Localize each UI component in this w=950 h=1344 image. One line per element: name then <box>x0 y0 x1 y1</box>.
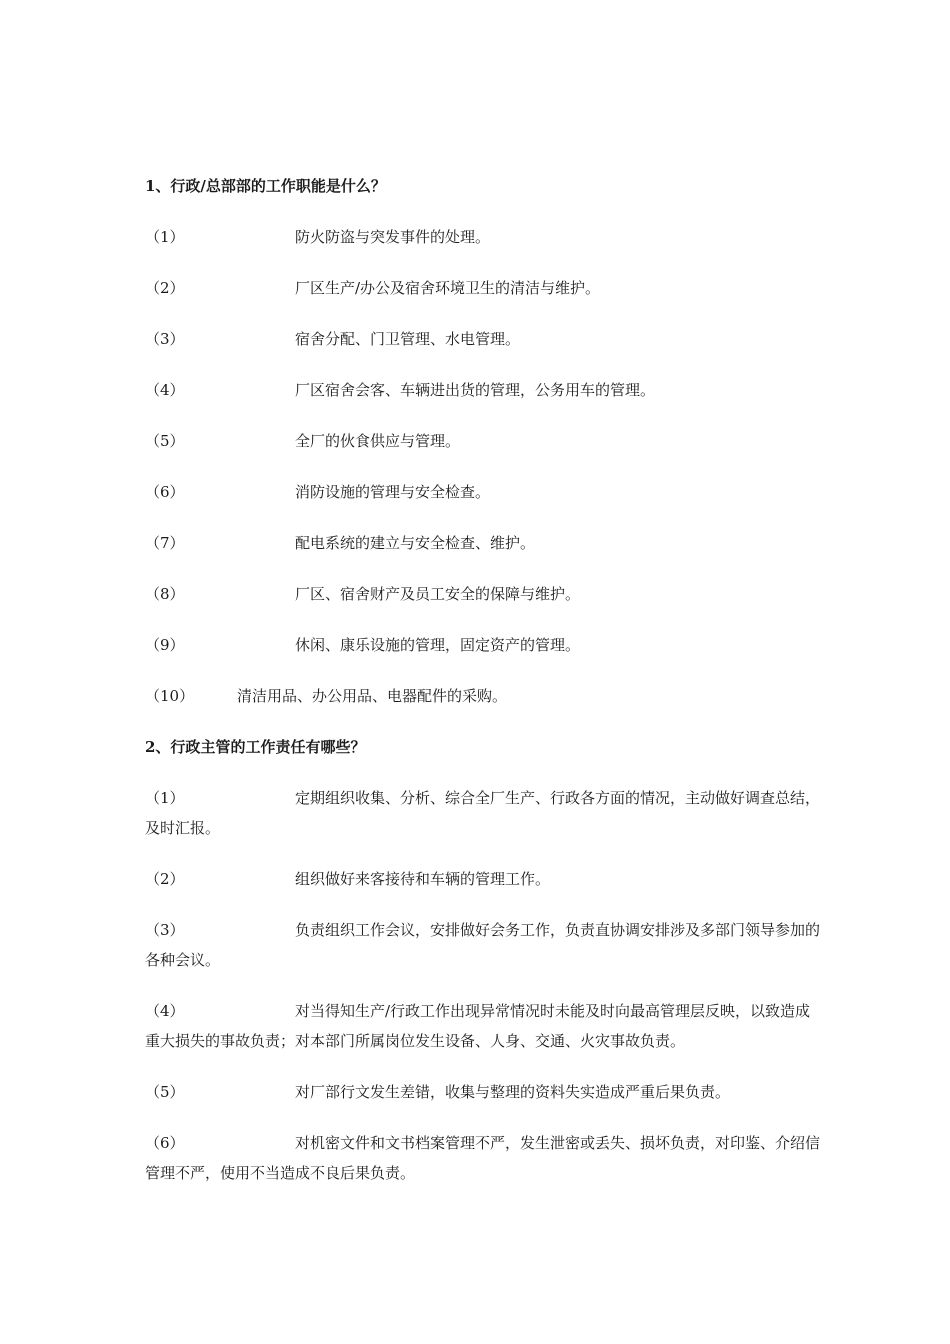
item-text: 防火防盗与突发事件的处理。 <box>295 228 491 246</box>
item-number: （1） <box>145 789 185 807</box>
document-body <box>145 171 825 1209</box>
item-text: 组织做好来客接待和车辆的管理工作。 <box>295 870 551 888</box>
item-text: 清洁用品、办公用品、电器配件的采购。 <box>237 687 508 705</box>
list-item <box>145 783 825 843</box>
item-number: （4） <box>145 381 185 399</box>
item-number: （3） <box>145 921 185 939</box>
list-item <box>145 273 825 303</box>
item-text: 对厂部行文发生差错，收集与整理的资料失实造成严重后果负责。 <box>295 1083 731 1101</box>
list-item <box>145 477 825 507</box>
item-text: 厂区生产/办公及宿舍环境卫生的清洁与维护。 <box>295 279 601 297</box>
list-item <box>145 996 825 1056</box>
list-item <box>145 1077 825 1107</box>
item-number: （3） <box>145 330 185 348</box>
item-number: （9） <box>145 636 185 654</box>
item-text: 配电系统的建立与安全检查、维护。 <box>295 534 536 552</box>
item-number: （2） <box>145 279 185 297</box>
list-item <box>145 579 825 609</box>
item-number: （8） <box>145 585 185 603</box>
item-number: （6） <box>145 483 185 501</box>
item-number: （4） <box>145 1002 185 1020</box>
item-text: 对当得知生产/行政工作出现异常情况时未能及时向最高管理层反映，以致造成重大损失的事故负责；对本部门所属岗位发生设备、人身、交通、火灾事故负责。 <box>145 1002 811 1050</box>
item-number: （10） <box>145 687 195 705</box>
item-number: （5） <box>145 1083 185 1101</box>
item-text: 宿舍分配、门卫管理、水电管理。 <box>295 330 521 348</box>
section-work-functions <box>145 171 825 711</box>
item-text: 休闲、康乐设施的管理，固定资产的管理。 <box>295 636 581 654</box>
section-supervisor-responsibilities <box>145 732 825 1188</box>
item-number: （7） <box>145 534 185 552</box>
list-item <box>145 324 825 354</box>
item-text: 对机密文件和文书档案管理不严，发生泄密或丢失、损坏负责，对印鉴、介绍信管理不严，使用不当造成不良后果负责。 <box>145 1134 821 1182</box>
list-item <box>145 1128 825 1188</box>
list-item <box>145 222 825 252</box>
item-number: （6） <box>145 1134 185 1152</box>
list-item <box>145 375 825 405</box>
item-text: 负责组织工作会议，安排做好会务工作，负责直协调安排涉及多部门领导参加的各种会议。 <box>145 921 821 969</box>
section-heading: 2、行政主管的工作责任有哪些？ <box>145 738 366 756</box>
item-number: （1） <box>145 228 185 246</box>
item-number: （2） <box>145 870 185 888</box>
list-item <box>145 630 825 660</box>
item-text: 定期组织收集、分析、综合全厂生产、行政各方面的情况，主动做好调查总结，及时汇报。 <box>145 789 821 837</box>
list-item <box>145 426 825 456</box>
item-number: （5） <box>145 432 185 450</box>
list-item <box>145 915 825 975</box>
list-item <box>145 681 825 711</box>
list-item <box>145 864 825 894</box>
item-text: 全厂的伙食供应与管理。 <box>295 432 461 450</box>
section-heading: 1、行政/总部部的工作职能是什么？ <box>145 177 386 195</box>
item-text: 厂区宿舍会客、车辆进出货的管理，公务用车的管理。 <box>295 381 656 399</box>
list-item <box>145 528 825 558</box>
item-text: 消防设施的管理与安全检查。 <box>295 483 491 501</box>
item-text: 厂区、宿舍财产及员工安全的保障与维护。 <box>295 585 581 603</box>
